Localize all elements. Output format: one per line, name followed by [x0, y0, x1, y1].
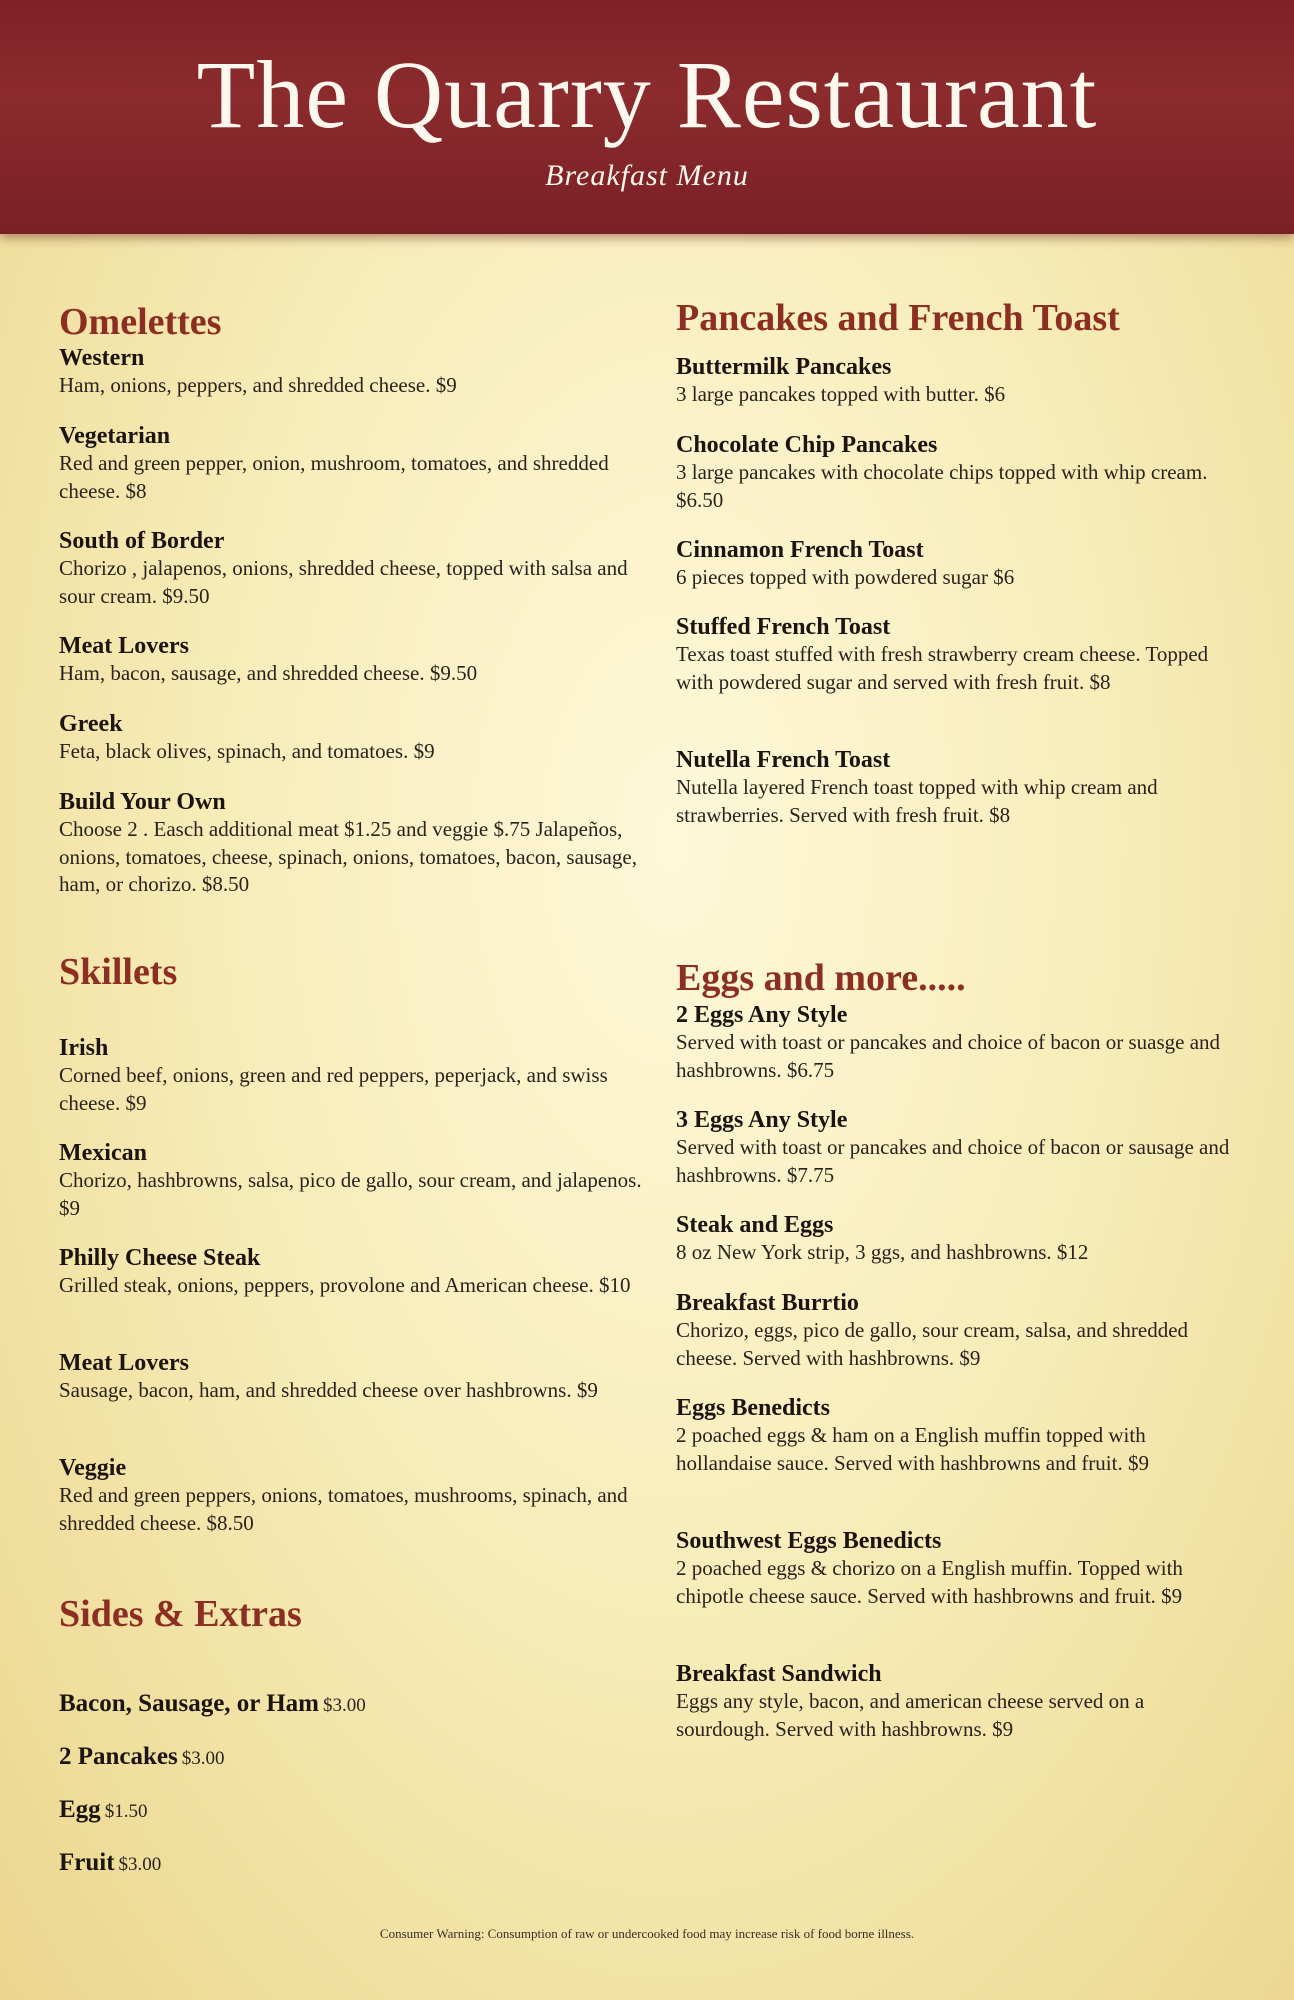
menu-item [676, 1660, 1236, 1743]
item-name: 3 Eggs Any Style [676, 1107, 848, 1133]
item-description: 3 large pancakes with chocolate chips topped with whip cream. $6.50 [676, 460, 1208, 512]
item-name: Irish [59, 1035, 109, 1061]
section-title-omelettes: Omelettes [59, 301, 222, 343]
item-description: Feta, black olives, spinach, and tomatoes. $9 [59, 739, 435, 763]
left-column [59, 0, 644, 2000]
item-description: Texas toast stuffed with fresh strawberry cream cheese. Topped with powdered sugar and served with fresh fruit. $8 [676, 642, 1209, 694]
menu-subtitle: Breakfast Menu [545, 159, 749, 192]
menu-item [59, 1034, 644, 1117]
item-description: Red and green pepper, onion, mushroom, tomatoes, and shredded cheese. $8 [59, 451, 609, 503]
side-item-price: $3.00 [181, 1748, 225, 1769]
item-name: Buttermilk Pancakes [676, 354, 892, 380]
item-description: Chorizo , jalapenos, onions, shredded cheese, topped with salsa and sour cream. $9.50 [59, 556, 628, 608]
item-name: Breakfast Sandwich [676, 1661, 882, 1687]
menu-item [59, 422, 644, 505]
side-item [59, 1690, 366, 1718]
menu-item [59, 788, 644, 899]
item-name: South of Border [59, 528, 225, 554]
menu-item [676, 353, 1236, 409]
restaurant-title: The Quarry Restaurant [196, 41, 1098, 148]
item-name: Greek [59, 711, 123, 737]
consumer-warning: Consumer Warning: Consumption of raw or undercooked food may increase risk of food borne illness. [379, 1926, 915, 1941]
item-name: Veggie [59, 1455, 127, 1481]
item-name: Philly Cheese Steak [59, 1245, 261, 1271]
menu-item [59, 1139, 644, 1222]
item-description: 6 pieces topped with powdered sugar $6 [676, 565, 1015, 589]
menu-item [676, 1289, 1236, 1372]
item-description: Nutella layered French toast topped with whip cream and strawberries. Served with fresh fruit. $8 [676, 775, 1158, 827]
item-description: Served with toast or pancakes and choice of bacon or suasge and hashbrowns. $6.75 [676, 1030, 1221, 1082]
section-title-sides: Sides & Extras [59, 1593, 302, 1635]
item-name: Stuffed French Toast [676, 614, 891, 640]
item-name: Cinnamon French Toast [676, 537, 924, 563]
menu-item [59, 632, 644, 688]
menu-item [59, 1349, 644, 1405]
item-name: Eggs Benedicts [676, 1395, 831, 1421]
menu-item [676, 1106, 1236, 1189]
item-description: Chorizo, hashbrowns, salsa, pico de gallo, sour cream, and jalapenos. $9 [59, 1168, 642, 1220]
item-description: 2 poached eggs & ham on a English muffin topped with hollandaise sauce. Served with hashbrowns and fruit. $9 [676, 1423, 1149, 1475]
menu-item [676, 1001, 1236, 1084]
menu-item [676, 1394, 1236, 1477]
menu-item [59, 344, 644, 400]
item-description: Corned beef, onions, green and red peppers, peperjack, and swiss cheese. $9 [59, 1063, 608, 1115]
side-item-name: Egg [59, 1796, 101, 1823]
item-description: 8 oz New York strip, 3 ggs, and hashbrowns. $12 [676, 1240, 1089, 1264]
item-description: Eggs any style, bacon, and american cheese served on a sourdough. Served with hashbrowns. $9 [676, 1689, 1145, 1741]
side-item-name: 2 Pancakes [59, 1743, 178, 1770]
item-name: Nutella French Toast [676, 747, 891, 773]
side-item [59, 1849, 161, 1877]
item-name: Western [59, 345, 145, 371]
menu-item [676, 746, 1236, 829]
item-name: Breakfast Burrtio [676, 1290, 859, 1316]
side-item-name: Fruit [59, 1849, 115, 1876]
item-name: Mexican [59, 1140, 147, 1166]
item-description: Red and green peppers, onions, tomatoes, mushrooms, spinach, and shredded cheese. $8.50 [59, 1483, 628, 1535]
item-description: Ham, bacon, sausage, and shredded cheese. $9.50 [59, 661, 478, 685]
side-item-name: Bacon, Sausage, or Ham [59, 1690, 319, 1717]
item-description: Grilled steak, onions, peppers, provolone and American cheese. $10 [59, 1273, 631, 1297]
side-item-price: $3.00 [118, 1854, 162, 1875]
item-name: Steak and Eggs [676, 1212, 834, 1238]
section-title-eggs: Eggs and more..... [676, 957, 966, 999]
item-name: Build Your Own [59, 789, 226, 815]
item-description: 2 poached eggs & chorizo on a English muffin. Topped with chipotle cheese sauce. Served with hashbrowns and fruit. $9 [676, 1556, 1183, 1608]
side-item-price: $1.50 [104, 1801, 148, 1822]
item-description: Choose 2 . Easch additional meat $1.25 and veggie $.75 Jalapeños, onions, tomatoes, cheese, spinach, onions, tomatoes, bacon, sausage, ham, or chorizo. $8.50 [59, 817, 637, 896]
section-title-skillets: Skillets [59, 951, 178, 993]
menu-item [676, 536, 1236, 592]
item-description: Sausage, bacon, ham, and shredded cheese over hashbrowns. $9 [59, 1378, 598, 1402]
item-name: Chocolate Chip Pancakes [676, 432, 938, 458]
item-description: 3 large pancakes topped with butter. $6 [676, 382, 1006, 406]
item-description: Chorizo, eggs, pico de gallo, sour cream, salsa, and shredded cheese. Served with hashbrowns. $9 [676, 1318, 1189, 1370]
item-name: 2 Eggs Any Style [676, 1002, 848, 1028]
section-title-pancakes: Pancakes and French Toast [676, 297, 1120, 339]
right-column [676, 0, 1236, 2000]
side-item [59, 1743, 225, 1771]
item-name: Meat Lovers [59, 1350, 189, 1376]
item-name: Southwest Eggs Benedicts [676, 1528, 942, 1554]
item-description: Served with toast or pancakes and choice of bacon or sausage and hashbrowns. $7.75 [676, 1135, 1230, 1187]
side-item-price: $3.00 [322, 1695, 366, 1716]
side-item [59, 1796, 147, 1824]
item-name: Meat Lovers [59, 633, 189, 659]
menu-item [59, 1244, 644, 1300]
menu-item [59, 527, 644, 610]
item-name: Vegetarian [59, 423, 171, 449]
menu-item [59, 1454, 644, 1537]
menu-item [59, 710, 644, 766]
item-description: Ham, onions, peppers, and shredded cheese. $9 [59, 373, 457, 397]
menu-item [676, 431, 1236, 514]
menu-item [676, 1211, 1236, 1267]
menu-item [676, 613, 1236, 696]
menu-item [676, 1527, 1236, 1610]
